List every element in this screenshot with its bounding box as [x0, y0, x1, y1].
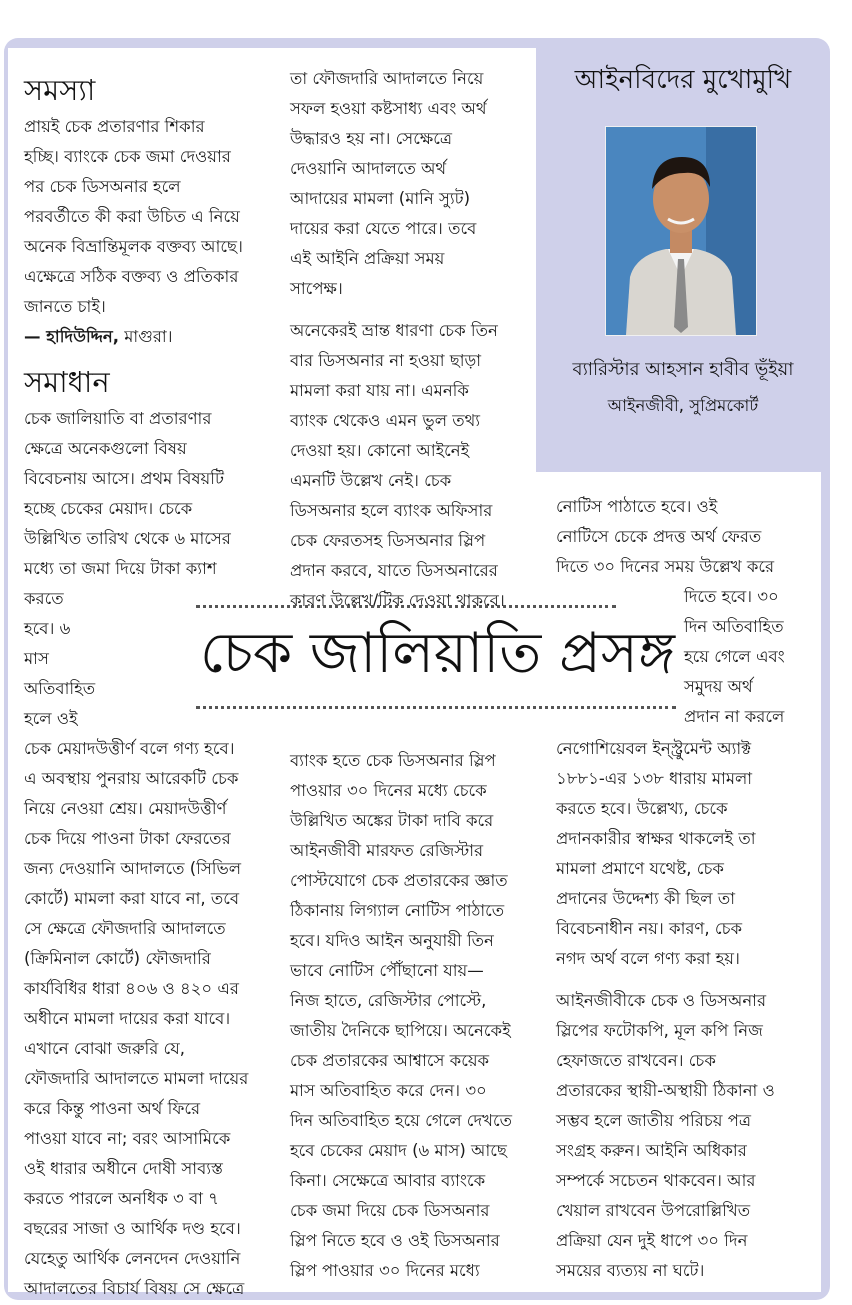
solution-line: বিবেচনায় আসে। প্রথম বিষয়টি: [24, 469, 224, 488]
body-line: দেওয়ানি আদালতে অর্থ: [290, 159, 447, 178]
solution-line: চেক জালিয়াতি বা প্রতারণার: [24, 409, 212, 428]
body-line: প্রদান করবে, যাতে ডিসঅনারের: [290, 561, 498, 580]
body-line: নেগোশিয়েবল ইন্স্ট্রুমেন্ট অ্যাক্ট: [556, 739, 752, 758]
body-line: দিন অতিবাহিত হয়ে গেলে দেখতে: [290, 1111, 513, 1130]
body-line: করে কিন্তু পাওনা অর্থ ফিরে: [24, 1099, 201, 1118]
body-line: অনেকেরই ভ্রান্ত ধারণা চেক তিন: [290, 321, 498, 340]
body-line: আইনজীবী মারফত রেজিস্টার: [290, 841, 484, 860]
body-line: করতে পারলে অনধিক ৩ বা ৭: [24, 1189, 219, 1208]
body-line: নগদ অর্থ বলে গণ্য করা হয়।: [556, 949, 740, 968]
title-rule-top: [196, 605, 616, 608]
column-1-bottom: [24, 734, 286, 1304]
body-line: আদালতের বিচার্য বিষয় সে ক্ষেত্রে: [24, 1279, 245, 1298]
body-line: ডিসঅনার হলে ব্যাংক অফিসার: [290, 501, 493, 520]
problem-line: হচ্ছি। ব্যাংকে চেক জমা দেওয়ার: [24, 147, 231, 166]
body-line: দেওয়া হয়। কোনো আইনেই: [290, 441, 470, 460]
body-line: সম্পর্কে সচেতন থাকবেন। আর: [556, 1171, 756, 1190]
body-line: চেক প্রতারকের আশ্বাসে কয়েক: [290, 1051, 490, 1070]
solution-line: মধ্যে তা জমা দিয়ে টাকা ক্যাশ: [24, 559, 217, 578]
body-line: এই আইনি প্রক্রিয়া সময়: [290, 249, 445, 268]
problem-heading: সমস্যা: [24, 73, 96, 107]
solution-line: মাস: [24, 649, 49, 668]
body-line: মাস অতিবাহিত করে দেন। ৩০: [290, 1081, 487, 1100]
body-line: কোর্টে) মামলা করা যাবে না, তবে: [24, 889, 240, 908]
body-line: জাতীয় দৈনিকে ছাপিয়ে। অনেকেই: [290, 1021, 511, 1040]
body-line: এখানে বোঝা জরুরি যে,: [24, 1039, 185, 1058]
author-name: ব্যারিস্টার আহসান হাবীব ভূঁইয়া: [572, 359, 794, 380]
problem-line: জানতে চাই।: [24, 297, 106, 316]
body-line: নিয়ে নেওয়া শ্রেয়। মেয়াদউত্তীর্ণ: [24, 799, 227, 818]
body-line: প্রক্রিয়া যেন দুই ধাপে ৩০ দিন: [556, 1231, 748, 1250]
body-line: যেহেতু আর্থিক লেনদেন দেওয়ানি: [24, 1249, 241, 1268]
solution-line: হলে ওই: [24, 709, 78, 728]
body-line: এমনটি উল্লেখ নেই। চেক: [290, 471, 452, 490]
signature-name: — হাদিউদ্দিন,: [24, 327, 119, 346]
body-line: আদায়ের মামলা (মানি স্যুট): [290, 189, 471, 208]
solution-line: ক্ষেত্রে অনেকগুলো বিষয়: [24, 439, 187, 458]
body-line: কিনা। সেক্ষেত্রে আবার ব্যাংকে: [290, 1171, 486, 1190]
body-line: দিন অতিবাহিত: [684, 617, 784, 636]
body-line: জন্য দেওয়ানি আদালতে (সিভিল: [24, 859, 242, 878]
body-line: (ক্রিমিনাল কোর্টে) ফৌজদারি: [24, 949, 211, 968]
author-role: আইনজীবী, সুপ্রিমকোর্ট: [607, 396, 759, 415]
body-line: উদ্ধারও হয় না। সেক্ষেত্রে: [290, 129, 452, 148]
body-line: স্লিপ পাওয়ার ৩০ দিনের মধ্যে: [290, 1261, 480, 1280]
body-line: সাপেক্ষ।: [290, 279, 343, 298]
body-line: পাওয়া যাবে না; বরং আসামিকে: [24, 1129, 231, 1148]
body-line: হবে। যদিও আইন অনুযায়ী তিন: [290, 931, 494, 950]
problem-line: প্রায়ই চেক প্রতারণার শিকার: [24, 117, 205, 136]
problem-signature: [24, 322, 282, 352]
body-line: ফৌজদারি আদালতে মামলা দায়ের: [24, 1069, 249, 1088]
body-line: অধীনে মামলা দায়ের করা যাবে।: [24, 1009, 231, 1028]
problem-line: অনেক বিভ্রান্তিমূলক বক্তব্য আছে।: [24, 237, 243, 256]
sidebar-title: আইনবিদের মুখোমুখি: [574, 65, 792, 95]
body-line: প্রতারকের স্থায়ী-অস্থায়ী ঠিকানা ও: [556, 1081, 775, 1100]
body-line: নিজ হাতে, রেজিস্টার পোস্টে,: [290, 991, 487, 1010]
body-line: বছরের সাজা ও আর্থিক দণ্ড হবে।: [24, 1219, 241, 1238]
problem-line: এক্ষেত্রে সঠিক বক্তব্য ও প্রতিকার: [24, 267, 239, 286]
body-line: ব্যাংক হতে চেক ডিসঅনার স্লিপ: [290, 751, 496, 770]
body-line: কারণ উল্লেখ/টিক দেওয়া থাকবে।: [290, 591, 505, 610]
body-line: চেক ফেরতসহ ডিসঅনার স্লিপ: [290, 531, 486, 550]
solution-line: উল্লিখিত তারিখ থেকে ৬ মাসের: [24, 529, 231, 548]
problem-line: পরবর্তীতে কী করা উচিত এ নিয়ে: [24, 207, 240, 226]
body-line: সমুদয় অর্থ: [684, 677, 753, 696]
body-line: ব্যাংক থেকেও এমন ভুল তথ্য: [290, 411, 481, 430]
body-line: স্লিপ নিতে হবে ও ওই ডিসঅনার: [290, 1231, 500, 1250]
body-line: চেক মেয়াদউত্তীর্ণ বলে গণ্য হবে।: [24, 739, 235, 758]
title-rule-bottom: [196, 706, 676, 709]
body-line: সময়ের ব্যত্যয় না ঘটে।: [556, 1261, 705, 1280]
body-line: হয়ে গেলে এবং: [684, 647, 785, 666]
body-line: দায়ের করা যেতে পারে। তবে: [290, 219, 477, 238]
body-line: প্রদানের উদ্দেশ্য কী ছিল তা: [556, 889, 735, 908]
body-line: কার্যবিধির ধারা ৪০৬ ও ৪২০ এর: [24, 979, 239, 998]
column-3-top: [556, 492, 818, 582]
person-photo-icon: [606, 127, 756, 335]
solution-line: হচ্ছে চেকের মেয়াদ। চেকে: [24, 499, 193, 518]
body-line: দিতে হবে। ৩০: [684, 587, 779, 606]
body-line: সফল হওয়া কষ্টসাধ্য এবং অর্থ: [290, 99, 487, 118]
article-title: চেক জালিয়াতি প্রসঙ্গ: [200, 621, 676, 686]
body-line: সংগ্রহ করুন। আইনি অধিকার: [556, 1141, 747, 1160]
body-line: নোটিসে চেকে প্রদত্ত অর্থ ফেরত: [556, 527, 762, 546]
body-line: মামলা প্রমাণে যথেষ্ট, চেক: [556, 859, 724, 878]
body-line: চেক জমা দিয়ে চেক ডিসঅনার: [290, 1201, 490, 1220]
body-line: ওই ধারার অধীনে দোষী সাব্যস্ত: [24, 1159, 223, 1178]
body-line: তা ফৌজদারি আদালতে নিয়ে: [290, 69, 484, 88]
signature-place: মাগুরা।: [119, 327, 173, 346]
body-line: হবে চেকের মেয়াদ (৬ মাস) আছে: [290, 1141, 507, 1160]
body-line: হেফাজতে রাখবেন। চেক: [556, 1051, 716, 1070]
solution-line: হবে। ৬: [24, 619, 71, 638]
column-3-bottom: [556, 734, 818, 1286]
body-line: এ অবস্থায় পুনরায় আরেকটি চেক: [24, 769, 239, 788]
body-line: ১৮৮১-এর ১৩৮ ধারায় মামলা: [556, 769, 753, 788]
body-line: বার ডিসঅনার না হওয়া ছাড়া: [290, 351, 482, 370]
body-line: প্রদান না করলে: [684, 707, 785, 726]
problem-line: পর চেক ডিসঅনার হলে: [24, 177, 181, 196]
body-line: সম্ভব হলে জাতীয় পরিচয় পত্র: [556, 1111, 752, 1130]
body-line: ভাবে নোটিস পৌঁছানো যায়—: [290, 961, 484, 980]
body-line: সে ক্ষেত্রে ফৌজদারি আদালতে: [24, 919, 226, 938]
body-line: চেক দিয়ে পাওনা টাকা ফেরতের: [24, 829, 231, 848]
body-line: দিতে ৩০ দিনের সময় উল্লেখ করে: [556, 557, 775, 576]
column-3-indent: [684, 582, 824, 732]
body-line: ঠিকানায় লিগ্যাল নোটিস পাঠাতে: [290, 901, 505, 920]
author-photo: [605, 126, 757, 336]
body-line: পাওয়ার ৩০ দিনের মধ্যে চেকে: [290, 781, 487, 800]
column-2-top: [290, 64, 540, 616]
body-line: নোটিস পাঠাতে হবে। ওই: [556, 497, 718, 516]
solution-line: অতিবাহিত: [24, 679, 96, 698]
body-line: পোস্টযোগে চেক প্রতারকের জ্ঞাত: [290, 871, 508, 890]
column-2-bottom: [290, 746, 542, 1286]
body-line: খেয়াল রাখবেন উপরোল্লিখিত: [556, 1201, 751, 1220]
body-line: আইনজীবীকে চেক ও ডিসঅনার: [556, 991, 767, 1010]
body-line: মামলা করা যায় না। এমনকি: [290, 381, 469, 400]
body-line: করতে হবে। উল্লেখ্য, চেকে: [556, 799, 728, 818]
body-line: প্রদানকারীর স্বাক্ষর থাকলেই তা: [556, 829, 756, 848]
body-line: উল্লিখিত অঙ্কের টাকা দাবি করে: [290, 811, 494, 830]
solution-heading: সমাধান: [24, 365, 110, 399]
body-line: স্লিপের ফটোকপি, মূল কপি নিজ: [556, 1021, 763, 1040]
solution-line: করতে: [24, 589, 64, 608]
body-line: বিবেচনাধীন নয়। কারণ, চেক: [556, 919, 743, 938]
